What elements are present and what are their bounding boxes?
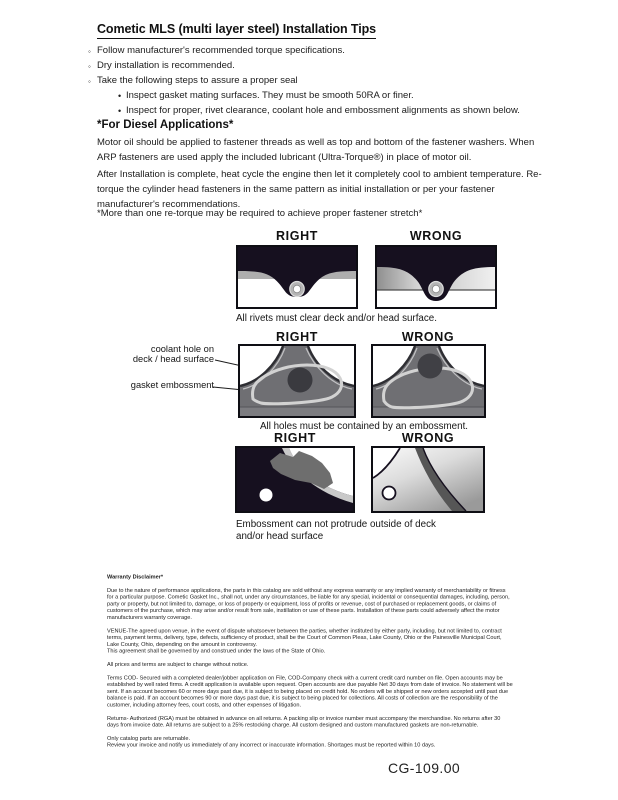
holes-right-diagram [238,344,356,418]
rivet-wrong-diagram [375,245,497,309]
wrong-label: WRONG [401,330,455,344]
disclaimer-review-paragraph: Review your invoice and notify us immediately of any incorrect or inaccurate information. Shortages must be reported within 10 days. [107,742,436,749]
protrude-right-art [237,448,353,511]
right-label: RIGHT [274,431,316,445]
diesel-note: *More than one re-torque may be required to achieve proper fastener stretch* [97,208,423,219]
embossment-caption-line1: Embossment can not protrude outside of deck [236,519,436,530]
wrong-label: WRONG [401,431,455,445]
bullet-icon: • [118,91,122,101]
diesel-paragraph-2: After Installation is complete, heat cycle the engine then let it completely cool to ambient temperature. Re-torque the cylinder head fasteners in the same pattern as initial installation or per your fastener manufacturer's recommendations. [97,169,542,210]
holes-wrong-art [373,346,484,416]
diesel-paragraph-1: Motor oil should be applied to fastener threads as well as top and bottom of the fastener washers. When ARP fasteners are used apply the included lubricant (Ultra-Torque®) in place of motor oil. [97,137,535,163]
warranty-disclaimer-section [107,574,618,800]
protrude-wrong-art [373,448,483,511]
holes-caption: All holes must be contained by an embossment. [259,421,469,432]
rivet-right-art [238,247,356,307]
protrude-wrong-diagram [371,446,485,513]
disclaimer-warranty-paragraph: Due to the nature of performance applications, the parts in this catalog are sold without any express warranty or any implied warranty of merchantability or fitness for a particular purpose. Cometic Gasket Inc., shall not, under any circumstances, be liable for any special, incidental or consequential damages, including, person, party or property, but not limited to, damage, or loss of property or equipment, loss of profits or revenue, cost of purchased or replacement goods, or claims of customers of the purchase, which may arise and/or result from sale, instillation or use of these parts. Installation of these parts could adversely affect the motor manufacturers warranty coverage. [107,587,510,621]
list-item [88,60,235,73]
protrude-right-diagram [235,446,355,513]
rivet-right-diagram [236,245,358,309]
list-item [88,75,298,88]
disclaimer-venue-paragraph-2: This agreement shall be governed by and construed under the laws of the State of Ohio. [107,648,326,655]
holes-right-art [240,346,354,416]
tip-text: Inspect gasket mating surfaces. They must be smooth 50RA or finer. [126,90,414,101]
bullet-icon: • [118,106,122,116]
page-title: Cometic MLS (multi layer steel) Installation Tips [97,22,376,39]
page-code: CG-109.00 [388,760,461,776]
right-label: RIGHT [276,330,318,344]
bullet-icon: ◦ [88,62,91,71]
bullet-icon: ◦ [88,47,91,56]
tip-text: Take the following steps to assure a proper seal [97,75,298,86]
holes-wrong-diagram [371,344,486,418]
gasket-embossment-label: gasket embossment [130,380,214,390]
tip-text: Dry installation is recommended. [97,60,235,71]
disclaimer-returns-paragraph: Returns- Authorized (RGA) must be obtained in advance on all returns. A packing slip or invoice number must accompany the merchandise. No returns after 30 days from invoice date. All returns are subject to a 25% restocking charge. All custom designed and custom manufactured gaskets are non-returnable. [107,715,501,729]
rivet-caption: All rivets must clear deck and/or head surface. [236,313,437,324]
coolant-hole-label: coolant hole on deck / head surface [132,344,214,364]
embossment-caption-line2: and/or head surface [236,531,324,542]
disclaimer-heading: Warranty Disclaimer* [107,574,164,580]
bullet-icon: ◦ [88,77,91,86]
disclaimer-venue-paragraph: VENUE-The agreed upon venue, in the event of dispute whatsoever between the parties, whether instituted by either party, including, but not limited to, contract terms, payment terms, delivery, type, defects, sufficiency of product, shall be the Court of Common Pleas, Lake County, Ohio or the Painesville Municipal Court, Lake County, Ohio, depending on the amount in controversy. [107,627,502,648]
disclaimer-prices-paragraph: All prices and terms are subject to change without notice. [107,661,249,668]
list-item [118,90,414,103]
rivet-wrong-art [377,247,495,307]
diesel-heading: *For Diesel Applications* [97,119,234,131]
list-item [88,45,345,58]
tip-text: Inspect for proper, rivet clearance, coolant hole and embossment alignments as shown below. [126,105,520,116]
disclaimer-terms-paragraph: Terms COD- Secured with a completed dealer/jobber application on File, COD-Company check with a current credit card number on file. Open accounts may be established by well rated firms. A credit application is available upon request. Open accounts are due payable Net 30 days from date of invoice. No statement will be sent. If an account becomes 60 or more days past due, it is subject to being placed on credit hold. No orders will be shipped or new orders accepted until past due balance is paid. If an account becomes 90 or more days past due, it is subject to being placed for collections. All costs of collection are the responsibility of the customer, including attorney fees, court costs, and other expenses of litigation. [107,674,513,708]
disclaimer-catalog-paragraph: Only catalog parts are returnable. [107,735,191,742]
wrong-label: WRONG [409,229,463,243]
tip-text: Follow manufacturer's recommended torque specifications. [97,45,345,56]
right-label: RIGHT [276,229,318,243]
list-item [118,105,520,118]
